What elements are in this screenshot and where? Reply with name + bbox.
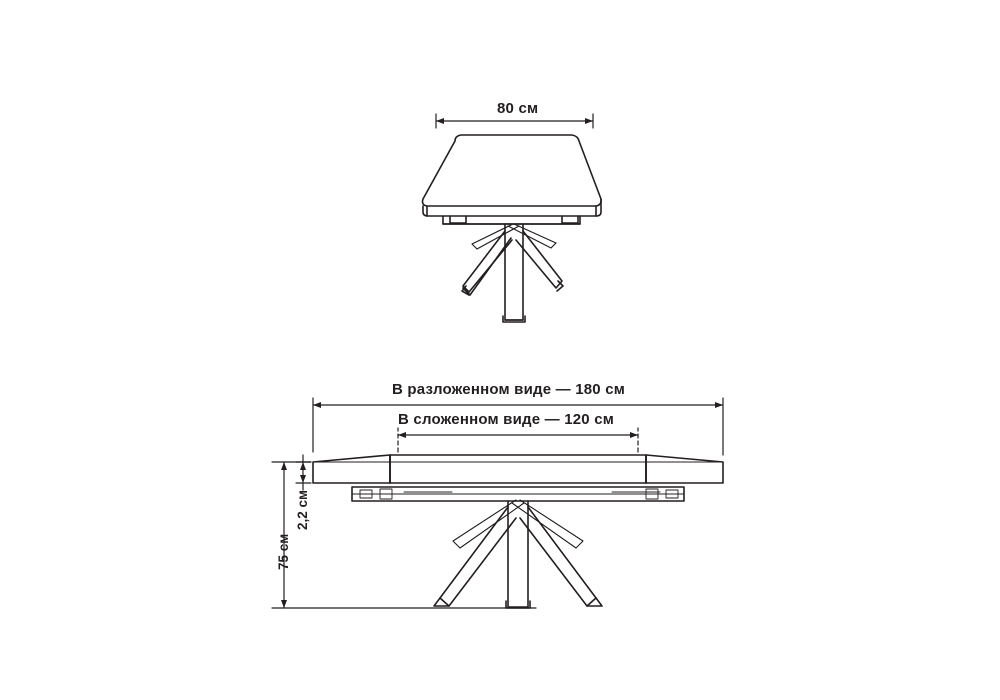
label-height: 75 см — [276, 533, 291, 570]
label-top-width: 80 см — [497, 100, 539, 117]
top-view-table — [423, 135, 602, 322]
label-extended-width: В разложенном виде — 180 см — [392, 381, 626, 398]
label-folded-width: В сложенном виде — 120 см — [398, 411, 615, 428]
front-view-table — [313, 455, 723, 608]
dimension-height — [272, 462, 536, 608]
dimension-folded-width — [398, 428, 638, 452]
label-top-thickness: 2,2 см — [295, 489, 310, 530]
dimension-top-thickness — [296, 455, 311, 490]
